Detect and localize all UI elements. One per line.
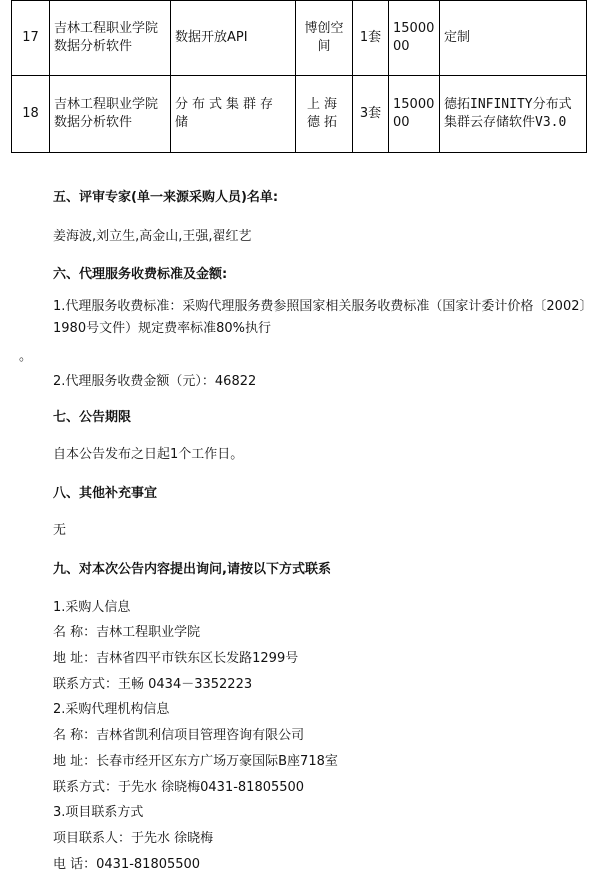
cell-price: 15000 00 xyxy=(389,76,440,153)
section-7-heading: 七、公告期限 xyxy=(53,410,132,425)
table-row xyxy=(12,76,587,153)
purchaser-title: 1.采购人信息 xyxy=(53,600,131,615)
cell-no: 18 xyxy=(12,76,50,153)
section-8-heading: 八、其他补充事宜 xyxy=(53,486,158,501)
cell-product: 数据开放API xyxy=(171,1,296,76)
cell-no: 17 xyxy=(12,1,50,76)
table-row xyxy=(12,1,587,76)
cell-qty: 3套 xyxy=(353,76,389,153)
agency-title: 2.采购代理机构信息 xyxy=(53,702,170,717)
agency-contact: 联系方式：于先水 徐晓梅0431-81805500 xyxy=(53,780,305,795)
fee-standard-tail: 。 xyxy=(19,349,33,364)
cell-name: 吉林工程职业学院数据分析软件 xyxy=(50,1,171,76)
section-6-paragraph-1 xyxy=(19,296,589,340)
cell-brand: 博创空间 xyxy=(296,1,353,76)
cell-product: 分布式集群存储 xyxy=(171,76,296,153)
section-9-heading: 九、对本次公告内容提出询问,请按以下方式联系 xyxy=(53,562,331,577)
project-title: 3.项目联系方式 xyxy=(53,805,144,820)
cell-qty: 1套 xyxy=(353,1,389,76)
project-phone: 电 话：0431-81805500 xyxy=(53,857,201,872)
section-6-heading: 六、代理服务收费标准及金额: xyxy=(53,267,228,282)
agency-address: 地 址：长春市经开区东方广场万豪国际B座718室 xyxy=(53,754,338,769)
section-5-heading: 五、评审专家(单一来源采购人员)名单: xyxy=(53,190,279,205)
agency-name: 名 称：吉林省凯利信项目管理咨询有限公司 xyxy=(53,728,305,743)
section-8-body: 无 xyxy=(53,523,67,538)
project-contact-people: 项目联系人：于先水 徐晓梅 xyxy=(53,831,214,846)
section-7-body: 自本公告发布之日起1个工作日。 xyxy=(53,447,244,462)
items-table xyxy=(11,0,587,153)
cell-price: 15000 00 xyxy=(389,1,440,76)
fee-standard-text: 1.代理服务收费标准：采购代理服务费参照国家相关服务收费标准（国家计委计价格〔2002〕1980号文件）规定费率标准80%执行 xyxy=(53,299,586,336)
cell-model: 定制 xyxy=(440,1,587,76)
cell-model: 德拓INFINITY分布式集群云存储软件V3.0 xyxy=(440,76,587,153)
cell-name: 吉林工程职业学院数据分析软件 xyxy=(50,76,171,153)
section-6-paragraph-2: 2.代理服务收费金额（元）：46822 xyxy=(53,374,257,389)
purchaser-contact: 联系方式：王畅 0434－3352223 xyxy=(53,677,253,692)
purchaser-name: 名 称：吉林工程职业学院 xyxy=(53,625,201,640)
cell-brand: 上海德拓 xyxy=(296,76,353,153)
purchaser-address: 地 址：吉林省四平市铁东区长发路1299号 xyxy=(53,651,299,666)
section-5-body: 姜海波,刘立生,高金山,王强,翟红艺 xyxy=(53,229,252,244)
